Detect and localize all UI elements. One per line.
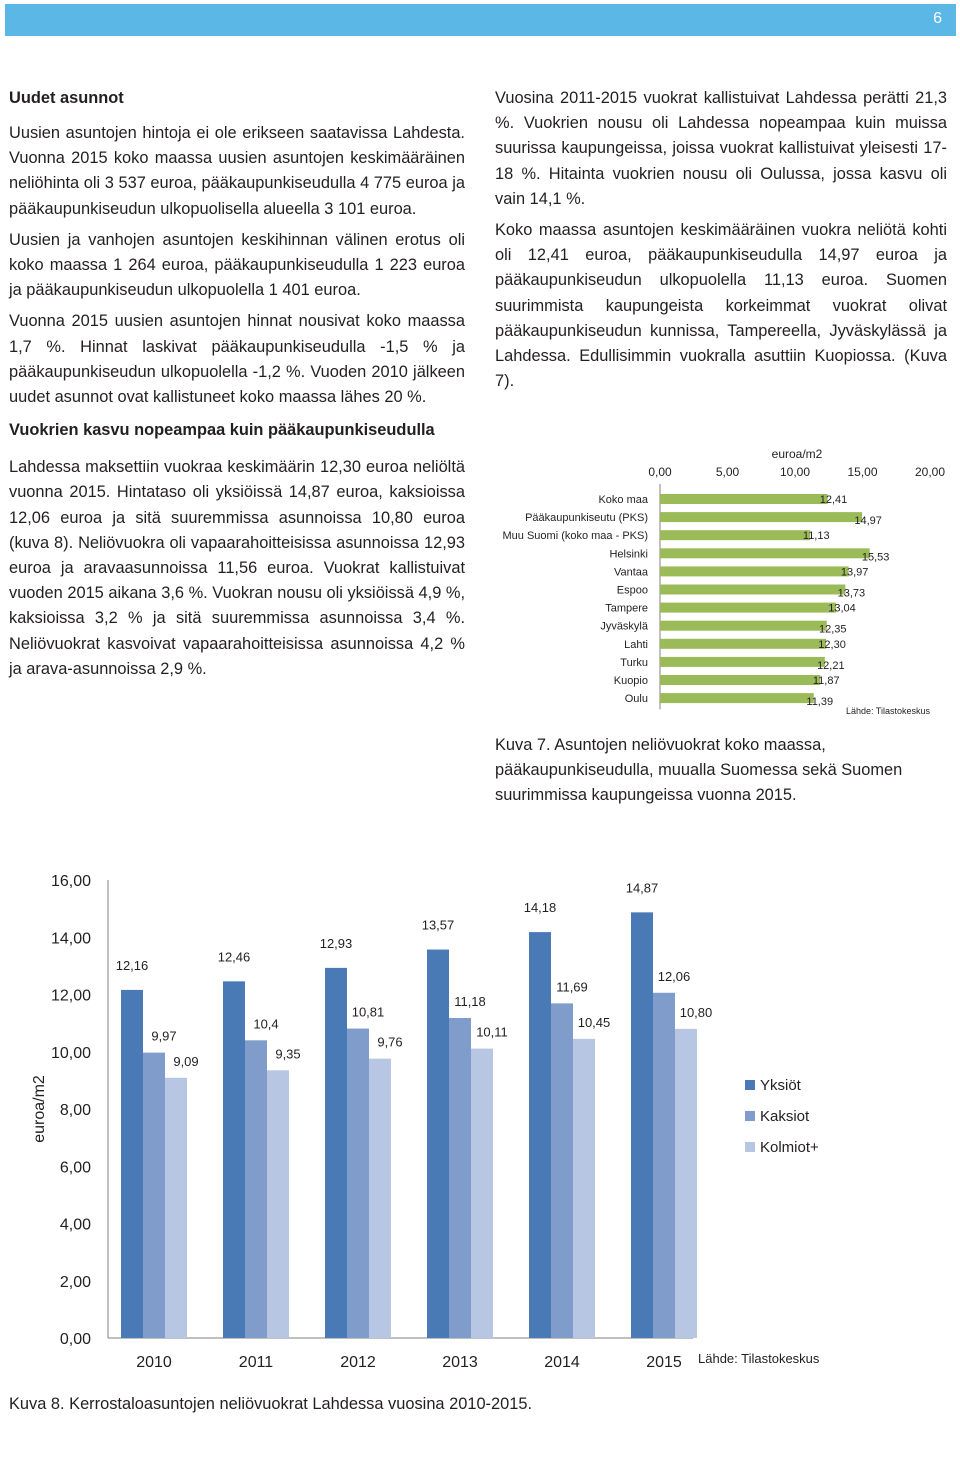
legend-label: Kaksiot <box>760 1108 810 1125</box>
x-tick-label: 2010 <box>136 1354 172 1371</box>
data-label: 14,87 <box>625 880 659 896</box>
data-label: 10,80 <box>679 1004 713 1020</box>
bar <box>660 621 827 631</box>
data-label: 9,35 <box>275 1046 301 1062</box>
bar-yksit <box>529 932 551 1338</box>
y-tick-label: 8,00 <box>59 1102 91 1119</box>
paragraph: Vuonna 2015 uusien asuntojen hinnat nousivat koko maassa 1,7 %. Hinnat laskivat pääkaupunkiseudulla -1,5 % ja pääkaupunkiseudun ulkopuolella -1,2 %. Vuoden 2010 jälkeen uudet asunnot ovat kallistuneet koko maassa lähes 20 %. <box>9 312 465 407</box>
category-label: Muu Suomi (koko maa - PKS) <box>502 530 648 543</box>
value-label: 11,87 <box>812 675 840 687</box>
legend-swatch <box>745 1111 755 1121</box>
bar-kolmiot <box>573 1039 595 1338</box>
legend-swatch <box>745 1080 755 1090</box>
data-label: 10,45 <box>577 1014 611 1030</box>
page-number: 6 <box>933 10 942 27</box>
data-label: 14,18 <box>523 900 557 916</box>
section-heading-rents: Vuokrien kasvu nopeampaa kuin pääkaupunkiseudulla <box>9 421 435 440</box>
category-label: Kuopio <box>613 675 648 687</box>
category-label: Oulu <box>624 693 648 706</box>
x-tick-label: 2015 <box>646 1354 682 1371</box>
x-tick-label: 0,00 <box>648 465 672 479</box>
x-tick-label: 10,00 <box>779 465 811 479</box>
bar <box>660 603 836 613</box>
bar-yksit <box>427 950 449 1338</box>
y-tick-label: 16,00 <box>50 873 91 890</box>
value-label: 13,04 <box>828 602 856 615</box>
x-tick-label: 2011 <box>238 1354 274 1371</box>
category-label: Jyväskylä <box>600 620 648 633</box>
data-label: 9,76 <box>377 1034 403 1050</box>
bar-kaksiot <box>653 993 675 1338</box>
data-label: 11,18 <box>454 993 486 1009</box>
data-label: 11,69 <box>556 979 588 995</box>
bar-kaksiot <box>245 1040 267 1338</box>
category-label: Pääkaupunkiseutu (PKS) <box>525 512 648 525</box>
bar <box>660 530 810 540</box>
x-tick-label: 2014 <box>544 1354 580 1371</box>
bar-kaksiot <box>449 1018 471 1338</box>
value-label: 13,97 <box>840 566 869 579</box>
bar-yksit <box>121 990 143 1338</box>
category-label: Vantaa <box>613 566 648 579</box>
bar <box>660 512 862 522</box>
bar <box>660 494 828 504</box>
paragraph: Uusien asuntojen hintoja ei ole erikseen saatavissa Lahdesta. Vuonna 2015 koko maassa uusien asuntojen keskimääräinen neliöhinta oli 3 537 euroa, pääkaupunkiseudulla 4 775 euroa ja pääkaupunkiseudun ulkopuolisella alueella 3 101 euroa. <box>9 124 465 218</box>
value-label: 11,39 <box>806 696 834 709</box>
y-tick-label: 14,00 <box>50 930 91 948</box>
x-tick-label: 5,00 <box>715 465 740 479</box>
x-tick-label: 15,00 <box>847 465 878 479</box>
header-bar <box>5 4 956 36</box>
x-tick-label: 20,00 <box>914 465 946 479</box>
section-heading-new-housing: Uudet asunnot <box>9 89 124 107</box>
bar-yksit <box>631 912 653 1338</box>
paragraph: Uusien ja vanhojen asuntojen keskihinnan välinen erotus oli koko maassa 1 264 euroa, pääkaupunkiseudulla 1 223 euroa ja pääkaupunkiseudun ulkopuolella 1 401 euroa. <box>9 230 465 300</box>
source-label: Lähde: Tilastokeskus <box>845 706 930 716</box>
lahti-rent-trend-chart <box>8 855 953 1380</box>
category-label: Koko maa <box>598 494 648 506</box>
bar-kolmiot <box>165 1078 187 1338</box>
value-label: 12,30 <box>818 638 846 651</box>
bar-kolmiot <box>267 1070 289 1338</box>
paragraph: Koko maassa asuntojen keskimääräinen vuokra neliötä kohti oli 12,41 euroa, pääkaupunkiseudulla 14,97 euroa ja pääkaupunkiseudun ulkopuolella 11,13 euroa. Suomen suurimmista kaupungeista korkeimmat vuokrat olivat pääkaupunkiseudun kunnissa, Tampereella, Jyväskylässä ja Lahdessa. Edullisimmin vuokralla asuttiin Kuopiossa. (Kuva 7). <box>495 221 947 391</box>
data-label: 12,06 <box>657 968 691 984</box>
x-tick-label: 2012 <box>340 1354 376 1371</box>
data-label: 10,11 <box>476 1024 508 1040</box>
category-label: Tampere <box>605 602 648 615</box>
value-label: 14,97 <box>854 515 882 528</box>
figure-8-caption: Kuva 8. Kerrostaloasuntojen neliövuokrat Lahdessa vuosina 2010-2015. <box>9 1395 533 1413</box>
rent-by-region-chart <box>490 440 950 730</box>
y-tick-label: 6,00 <box>59 1159 91 1177</box>
bar-kolmiot <box>675 1029 697 1338</box>
y-tick-label: 10,00 <box>50 1044 91 1062</box>
chart-title: euroa/m2 <box>771 447 823 461</box>
bar <box>660 675 820 685</box>
legend-label: Yksiöt <box>760 1077 801 1094</box>
y-tick-label: 0,00 <box>59 1331 91 1348</box>
category-label: Helsinki <box>609 548 648 561</box>
bar-kaksiot <box>143 1053 165 1338</box>
value-label: 12,35 <box>818 623 847 636</box>
y-tick-label: 2,00 <box>59 1273 91 1291</box>
data-label: 12,16 <box>115 957 149 973</box>
bar <box>660 657 825 667</box>
value-label: 12,21 <box>817 659 845 672</box>
value-label: 15,53 <box>861 551 890 564</box>
bar <box>660 639 826 649</box>
bar <box>660 566 849 576</box>
data-label: 10,81 <box>351 1004 385 1020</box>
legend-swatch <box>745 1142 755 1152</box>
category-label: Turku <box>620 656 648 669</box>
bar <box>660 693 814 703</box>
data-label: 12,46 <box>217 949 251 965</box>
y-axis-label: euroa/m2 <box>31 1075 48 1143</box>
bar-kolmiot <box>369 1059 391 1338</box>
bar-yksit <box>325 968 347 1338</box>
bar-kaksiot <box>551 1003 573 1338</box>
bar-yksit <box>223 981 245 1338</box>
data-label: 13,57 <box>421 917 455 933</box>
bar-kolmiot <box>471 1049 493 1338</box>
value-label: 11,13 <box>802 530 830 543</box>
value-label: 13,73 <box>837 587 866 600</box>
category-label: Lahti <box>624 638 648 651</box>
data-label: 9,09 <box>173 1053 199 1069</box>
y-tick-label: 12,00 <box>50 987 91 1005</box>
source-label: Lähde: Tilastokeskus <box>698 1351 820 1366</box>
y-tick-label: 4,00 <box>59 1216 91 1234</box>
right-column <box>495 86 947 400</box>
figure-7-caption: Kuva 7. Asuntojen neliövuokrat koko maassa, pääkaupunkiseudulla, muualla Suomessa sekä Suomen suurimmissa kaupungeissa vuonna 2015. <box>495 736 903 804</box>
legend-label: Kolmiot+ <box>760 1139 819 1156</box>
x-tick-label: 2013 <box>442 1354 478 1371</box>
data-label: 12,93 <box>319 935 353 951</box>
data-label: 10,4 <box>253 1016 279 1032</box>
bar-kaksiot <box>347 1029 369 1338</box>
paragraph: Lahdessa maksettiin vuokraa keskimäärin 12,30 euroa neliöltä vuonna 2015. Hintataso oli yksiöissä 14,87 euroa, kaksioissa 12,06 euroa ja sitä suuremmissa asunnoissa 10,80 euroa (kuva 8). Neliövuokra oli vapaarahoitteisissa asunnoissa 12,93 euroa ja aravaasunnoissa 11,56 euroa. Vuokrat kallistuivat vuoden 2015 aikana 3,6 %. Vuokran nousu oli yksiöissä 4,9 %, kaksioissa 3,2 % ja sitä suuremmissa asunnoissa 3,4 %. Neliövuokrat kasvoivat vapaarahoitteisissa asunnoissa 4,2 % ja arava-asunnoissa 2,9 %. <box>9 458 465 678</box>
bar <box>660 585 845 595</box>
paragraph: Vuosina 2011-2015 vuokrat kallistuivat Lahdessa perätti 21,3 %. Vuokrien nousu oli Lahdessa nopeampaa kuin muissa suurissa kaupungeissa, joissa vuokrat kallistuivat yleisesti 17-18 %. Hitainta vuokrien nousu oli Oulussa, jossa kasvu oli vain 14,1 %. <box>495 89 947 208</box>
bar <box>660 548 870 558</box>
data-label: 9,97 <box>151 1028 177 1044</box>
left-column <box>9 86 465 688</box>
value-label: 12,41 <box>819 494 848 506</box>
category-label: Espoo <box>616 584 648 597</box>
